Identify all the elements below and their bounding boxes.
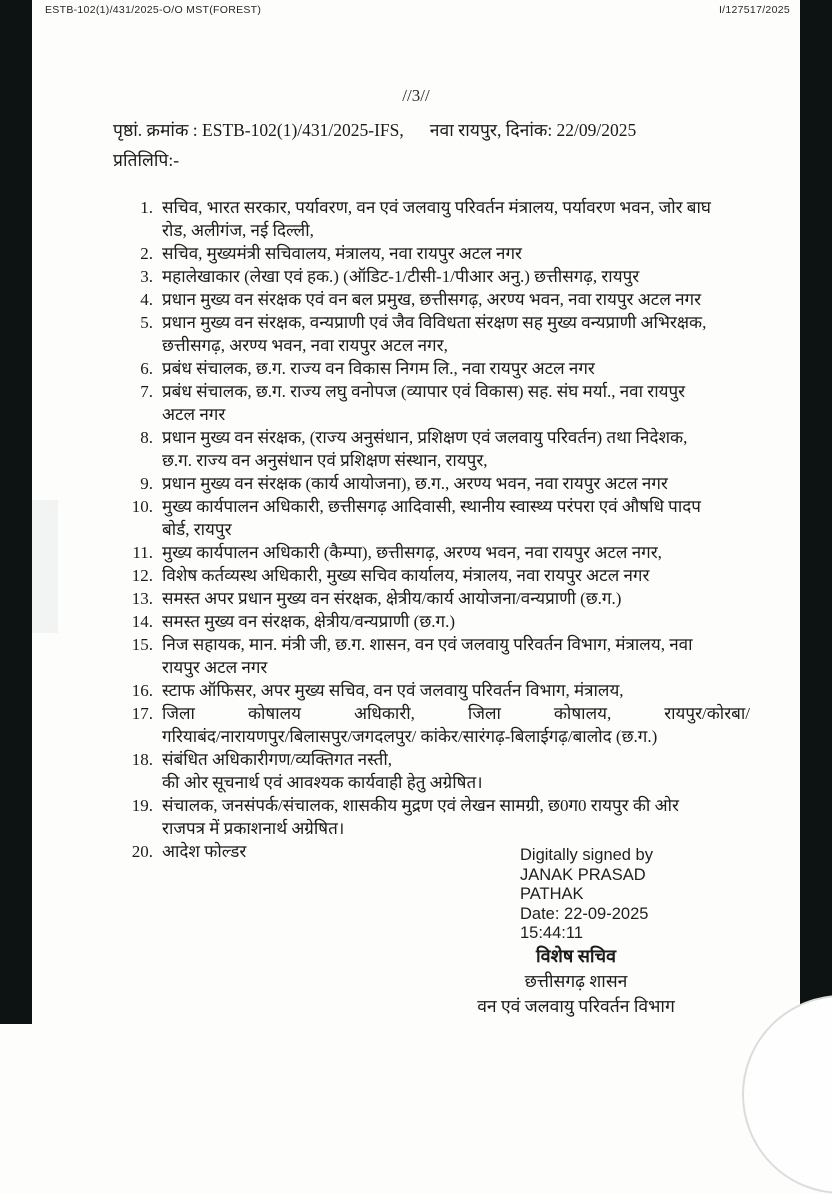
list-item	[105, 587, 755, 610]
left-dark-border	[0, 0, 32, 1024]
list-item	[105, 541, 755, 564]
list-item-line: रायपुर अटल नगर	[162, 658, 268, 677]
document-header	[45, 4, 790, 16]
list-item-number: 14.	[131, 612, 153, 631]
list-item-text	[162, 610, 750, 633]
list-item-text	[162, 679, 750, 702]
list-item-number: 11.	[132, 543, 153, 562]
list-item	[105, 794, 755, 840]
list-item-text	[162, 541, 750, 564]
list-item-text	[162, 633, 750, 679]
list-item-line: गरियाबंद/नारायणपुर/बिलासपुर/जगदलपुर/ कांकेर/सारंगढ़-बिलाईगढ़/बालोद (छ.ग.)	[162, 727, 658, 746]
list-item-line: प्रधान मुख्य वन संरक्षक एवं वन बल प्रमुख, छत्तीसगढ़, अरण्य भवन, नवा रायपुर अटल नगर	[162, 290, 702, 309]
list-item	[105, 196, 755, 242]
list-item-line: जिला कोषालय अधिकारी, जिला कोषालय, रायपुर/कोरबा/	[162, 704, 750, 723]
list-item	[105, 679, 755, 702]
copy-to-label: प्रतिलिपि:-	[113, 150, 180, 170]
list-item	[105, 610, 755, 633]
list-item-text	[162, 794, 750, 840]
list-item-line: समस्त अपर प्रधान मुख्य वन संरक्षक, क्षेत्रीय/कार्य आयोजना/वन्यप्राणी (छ.ग.)	[162, 589, 622, 608]
list-item-line: समस्त मुख्य वन संरक्षक, क्षेत्रीय/वन्यप्राणी (छ.ग.)	[162, 612, 455, 631]
list-item-line: रोड, अलीगंज, नई दिल्ली,	[162, 221, 314, 240]
list-item-number: 12.	[131, 566, 153, 585]
page-number: //3//	[402, 86, 430, 105]
list-item	[105, 380, 755, 426]
list-item-text	[162, 196, 750, 242]
list-item-line: निज सहायक, मान. मंत्री जी, छ.ग. शासन, वन एवं जलवायु परिवर्तन विभाग, मंत्रालय, नवा	[162, 635, 693, 654]
list-item-number: 20.	[131, 842, 153, 861]
signature-date: Date: 22-09-2025	[520, 904, 649, 923]
list-item-text	[162, 472, 750, 495]
list-item	[105, 265, 755, 288]
list-item	[105, 426, 755, 472]
list-item-number: 19.	[131, 796, 153, 815]
list-item-line: सचिव, मुख्यमंत्री सचिवालय, मंत्रालय, नवा रायपुर अटल नगर	[162, 244, 522, 263]
copy-list	[105, 196, 755, 863]
signature-time: 15:44:11	[520, 924, 584, 942]
list-item-text	[162, 702, 750, 748]
list-item-number: 18.	[131, 750, 153, 769]
list-item-number: 1.	[140, 198, 153, 217]
signer-name: JANAK PRASAD PATHAK	[520, 865, 646, 903]
list-item-number: 15.	[131, 635, 153, 654]
list-item-line: संबंधित अधिकारीगण/व्यक्तिगत नस्ती,	[162, 750, 393, 769]
list-item	[105, 242, 755, 265]
list-item-number: 8.	[140, 428, 153, 447]
signer-designation: विशेष सचिव	[535, 945, 617, 966]
signer-department: वन एवं जलवायु परिवर्तन विभाग	[477, 995, 675, 1016]
list-item-text	[162, 265, 750, 288]
list-item-text	[162, 495, 750, 541]
list-item-line: विशेष कर्तव्यस्थ अधिकारी, मुख्य सचिव कार्यालय, मंत्रालय, नवा रायपुर अटल नगर	[162, 566, 650, 585]
list-item-line: राजपत्र में प्रकाशनार्थ अग्रेषित।	[162, 819, 345, 838]
list-item-number: 6.	[140, 359, 153, 378]
list-item-line: की ओर सूचनार्थ एवं आवश्यक कार्यवाही हेतु अग्रेषित।	[162, 773, 483, 792]
list-item	[105, 564, 755, 587]
list-item-text	[162, 380, 750, 426]
list-item-line: प्रधान मुख्य वन संरक्षक, वन्यप्राणी एवं जैव विविधता संरक्षण सह मुख्य वन्यप्राणी अभिरक्षक,	[162, 313, 707, 332]
list-item-number: 5.	[140, 313, 153, 332]
list-item-line: मुख्य कार्यपालन अधिकारी, छत्तीसगढ़ आदिवासी, स्थानीय स्वास्थ्य परंपरा एवं औषधि पादप	[162, 497, 701, 516]
list-item-line: सचिव, भारत सरकार, पर्यावरण, वन एवं जलवायु परिवर्तन मंत्रालय, पर्यावरण भवन, जोर बाघ	[162, 198, 711, 217]
list-item-line: बोर्ड, रायपुर	[162, 520, 232, 539]
list-item-line: प्रधान मुख्य वन संरक्षक (कार्य आयोजना), छ.ग., अरण्य भवन, नवा रायपुर अटल नगर	[162, 474, 668, 493]
list-item-text	[162, 311, 750, 357]
right-dark-border	[800, 0, 832, 1024]
place-date: नवा रायपुर, दिनांक: 22/09/2025	[429, 120, 637, 140]
list-item-text	[162, 587, 750, 610]
reference-line	[113, 118, 636, 142]
list-item-line: संचालक, जनसंपर्क/संचालक, शासकीय मुद्रण एवं लेखन सामग्री, छ0ग0 रायपुर की ओर	[162, 796, 679, 815]
list-item-line: प्रबंध संचालक, छ.ग. राज्य वन विकास निगम लि., नवा रायपुर अटल नगर	[162, 359, 595, 378]
list-item-line: छत्तीसगढ़, अरण्य भवन, नवा रायपुर अटल नगर,	[162, 336, 448, 355]
list-item-line: मुख्य कार्यपालन अधिकारी (कैम्पा), छत्तीसगढ़, अरण्य भवन, नवा रायपुर अटल नगर,	[162, 543, 662, 562]
list-item	[105, 702, 755, 748]
list-item-text	[162, 748, 750, 794]
reference-number: पृष्ठां. क्रमांक : ESTB-102(1)/431/2025-IFS,	[113, 120, 404, 140]
signer-government: छत्तीसगढ़ शासन	[524, 970, 628, 991]
dispatch-number: I/127517/2025	[718, 4, 790, 16]
list-item-line: छ.ग. राज्य वन अनुसंधान एवं प्रशिक्षण संस्थान, रायपुर,	[162, 451, 488, 470]
scan-shadow	[32, 500, 58, 633]
list-item-number: 13.	[131, 589, 153, 608]
list-item-number: 7.	[140, 382, 153, 401]
file-number: ESTB-102(1)/431/2025-O/O MST(FOREST)	[45, 4, 262, 16]
list-item	[105, 357, 755, 380]
list-item-line: प्रधान मुख्य वन संरक्षक, (राज्य अनुसंधान, प्रशिक्षण एवं जलवायु परिवर्तन) तथा निदेशक,	[162, 428, 688, 447]
list-item-number: 16.	[131, 681, 153, 700]
list-item	[105, 311, 755, 357]
list-item-text	[162, 564, 750, 587]
list-item	[105, 288, 755, 311]
digital-signature	[520, 846, 707, 944]
signature-block	[445, 846, 707, 1019]
list-item-number: 3.	[140, 267, 153, 286]
list-item-text	[162, 357, 750, 380]
list-item-number: 10.	[131, 497, 153, 516]
list-item-line: स्टाफ ऑफिसर, अपर मुख्य सचिव, वन एवं जलवायु परिवर्तन विभाग, मंत्रालय,	[162, 681, 624, 700]
list-item-line: अटल नगर	[162, 405, 226, 424]
digital-signature-line: Digitally signed by	[520, 846, 653, 864]
list-item-number: 9.	[140, 474, 153, 493]
list-item-text	[162, 426, 750, 472]
list-item-line: महालेखाकार (लेखा एवं हक.) (ऑडिट-1/टीसी-1/पीआर अनु.) छत्तीसगढ़, रायपुर	[162, 267, 640, 286]
list-item-number: 4.	[140, 290, 153, 309]
list-item	[105, 633, 755, 679]
list-item-number: 17.	[131, 704, 153, 723]
list-item	[105, 495, 755, 541]
list-item-text	[162, 288, 750, 311]
list-item-line: आदेश फोल्डर	[162, 842, 247, 861]
page-corner-curl	[742, 995, 832, 1194]
list-item	[105, 472, 755, 495]
list-item-line: प्रबंध संचालक, छ.ग. राज्य लघु वनोपज (व्यापार एवं विकास) सह. संघ मर्या., नवा रायपुर	[162, 382, 686, 401]
list-item-number: 2.	[140, 244, 153, 263]
list-item	[105, 748, 755, 794]
list-item-text	[162, 242, 750, 265]
